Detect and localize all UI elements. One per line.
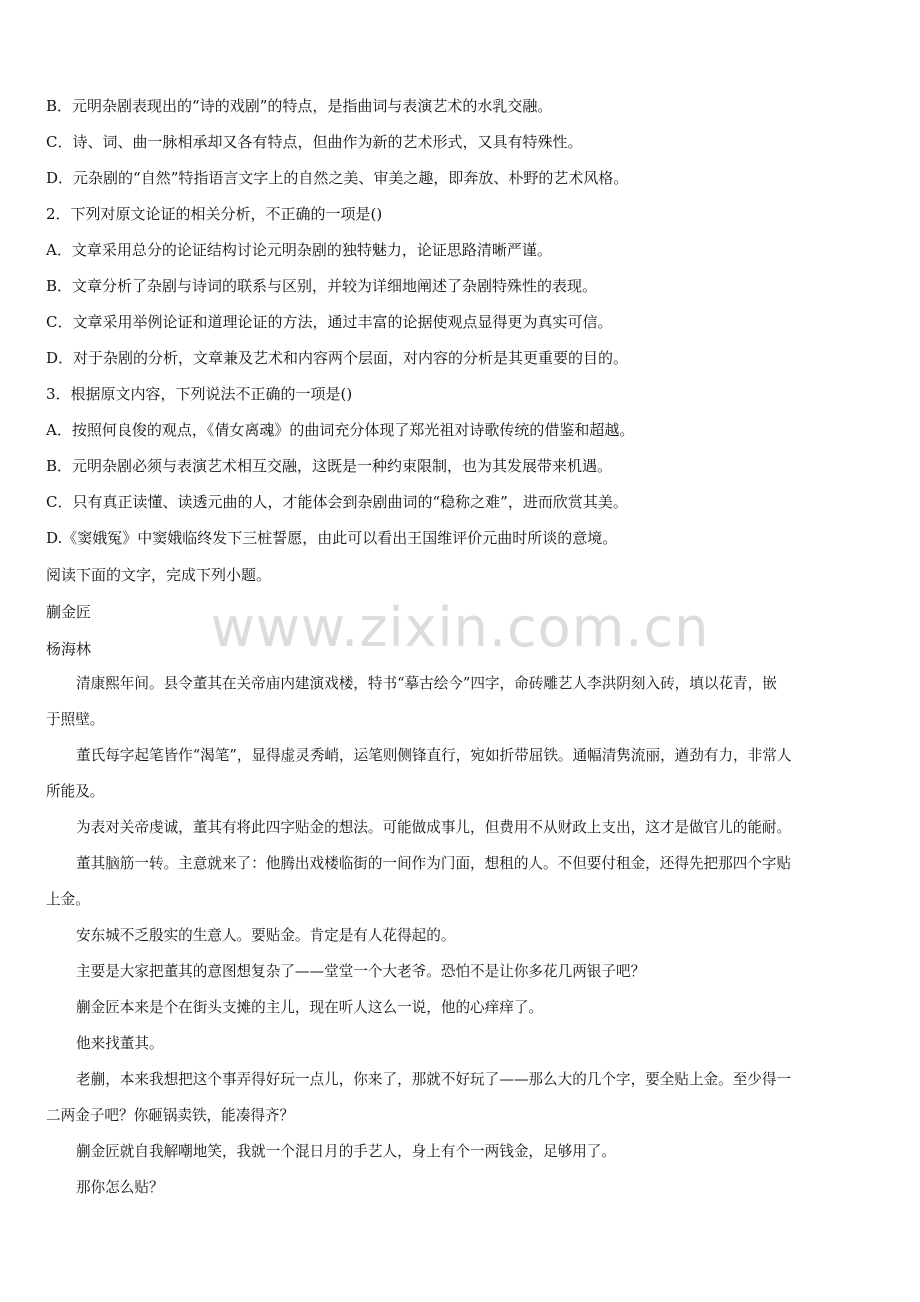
story-author: 杨海林	[46, 640, 92, 658]
reading-instruction: 阅读下面的文字，完成下列小题。	[46, 566, 272, 584]
option-b-q2: B．文章分析了杂剧与诗词的联系与区别，并较为详细地阐述了杂剧特殊性的表现。	[46, 277, 598, 295]
option-b-q1: B．元明杂剧表现出的“诗的戏剧”的特点，是指曲词与表演艺术的水乳交融。	[46, 97, 553, 115]
question-3: 3．根据原文内容，下列说法不正确的一项是()	[46, 385, 353, 403]
story-paragraph-9: 老蒯，本来我想把这个事弄得好玩一点儿，你来了，那就不好玩了——那么大的几个字，要全贴上金。至少得一	[76, 1071, 792, 1088]
story-paragraph-1: 清康熙年间。县令董其在关帝庙内建演戏楼，特书“摹古绘今”四字，命砖雕艺人李洪阴刻入砖，填以花青，嵌	[76, 675, 777, 692]
watermark: www.zixin.com.cn	[210, 596, 710, 659]
story-paragraph-6: 主要是大家把董其的意图想复杂了——堂堂一个大老爷。恐怕不是让你多花几两银子吧？	[76, 963, 646, 980]
story-paragraph-9-cont: 二两金子吧？你砸锅卖铁，能凑得齐？	[46, 1107, 295, 1124]
option-d-q3: D.《窦娥冤》中窦娥临终发下三桩誓愿，由此可以看出王国维评价元曲时所谈的意境。	[46, 529, 618, 547]
story-paragraph-2: 董氏每字起笔皆作“渴笔”，显得虚灵秀峭，运笔则侧锋直行，宛如折带屈铁。通幅清隽流丽，遒劲有力，非常人	[76, 747, 792, 764]
story-title: 蒯金匠	[46, 603, 92, 621]
story-paragraph-10: 蒯金匠就自我解嘲地笑，我就一个混日月的手艺人，身上有个一两钱金，足够用了。	[76, 1143, 616, 1160]
option-a-q3: A．按照何良俊的观点，《倩女离魂》的曲词充分体现了郑光祖对诗歌传统的借鉴和超越。	[46, 421, 635, 439]
story-paragraph-7: 蒯金匠本来是个在街头支摊的主儿，现在听人这么一说，他的心痒痒了。	[76, 999, 544, 1016]
option-c-q2: C．文章采用举例论证和道理论证的方法，通过丰富的论据使观点显得更为真实可信。	[46, 313, 613, 331]
story-paragraph-3: 为表对关帝虔诚，董其有将此四字贴金的想法。可能做成事儿，但费用不从财政上支出，这才是做官儿的能耐。	[76, 819, 792, 836]
story-paragraph-4-cont: 上金。	[46, 891, 90, 908]
option-a-q2: A．文章采用总分的论证结构讨论元明杂剧的独特魅力，论证思路清晰严谨。	[46, 241, 552, 259]
option-d-q1: D．元杂剧的“自然”特指语言文字上的自然之美、审美之趣，即奔放、朴野的艺术风格。	[46, 169, 629, 187]
option-c-q3: C．只有真正读懂、读透元曲的人，才能体会到杂剧曲词的“稳称之难”，进而欣赏其美。	[46, 493, 628, 511]
story-paragraph-8: 他来找董其。	[76, 1035, 164, 1052]
story-paragraph-11: 那你怎么贴？	[76, 1179, 164, 1196]
option-b-q3: B．元明杂剧必须与表演艺术相互交融，这既是一种约束限制，也为其发展带来机遇。	[46, 457, 613, 475]
story-paragraph-2-cont: 所能及。	[46, 783, 105, 800]
question-2: 2．下列对原文论证的相关分析，不正确的一项是()	[46, 205, 383, 223]
option-d-q2: D．对于杂剧的分析，文章兼及艺术和内容两个层面，对内容的分析是其更重要的目的。	[46, 349, 629, 367]
story-paragraph-1-cont: 于照壁。	[46, 711, 105, 728]
story-paragraph-5: 安东城不乏殷实的生意人。要贴金。肯定是有人花得起的。	[76, 927, 456, 944]
story-paragraph-4: 董其脑筋一转。主意就来了：他腾出戏楼临街的一间作为门面，想租的人。不但要付租金，还得先把那四个字贴	[76, 855, 792, 872]
option-c-q1: C．诗、词、曲一脉相承却又各有特点，但曲作为新的艺术形式，又具有特殊性。	[46, 133, 583, 151]
